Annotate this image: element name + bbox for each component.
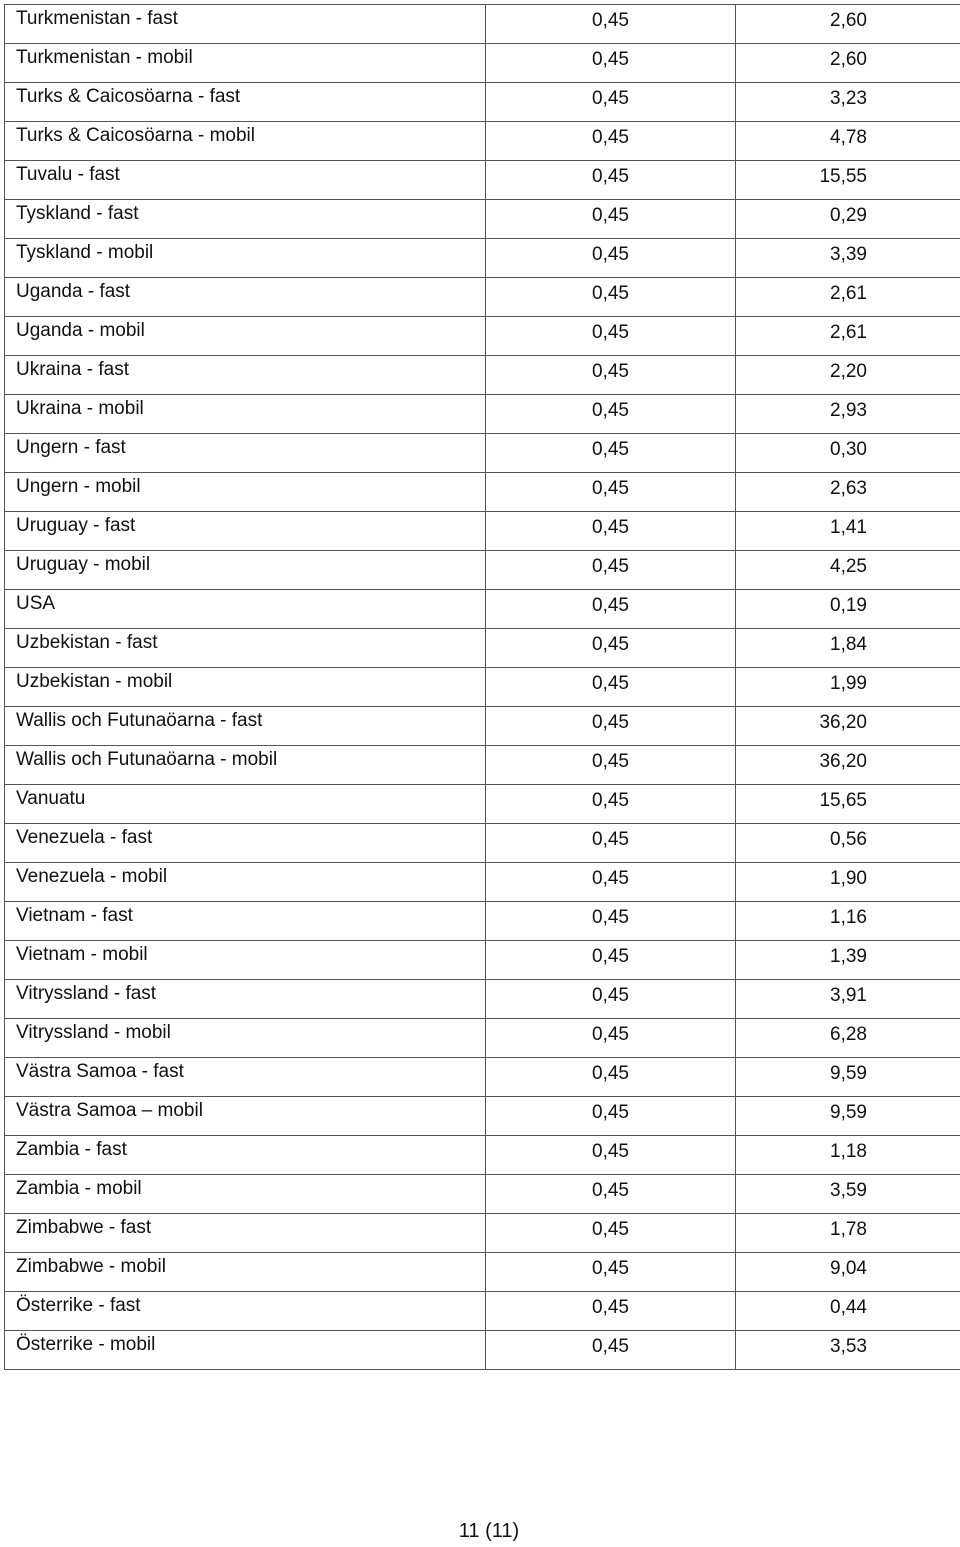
table-row (5, 1175, 960, 1214)
destination-cell: Uganda - mobil (5, 317, 486, 356)
rate-a-cell: 0,45 (486, 239, 736, 278)
rate-a-cell: 0,45 (486, 278, 736, 317)
destination-cell: Vanuatu (5, 785, 486, 824)
rate-b-cell: 2,20 (736, 356, 960, 395)
destination-cell: Tuvalu - fast (5, 161, 486, 200)
rates-table-body (5, 5, 960, 1370)
rate-b-cell: 36,20 (736, 707, 960, 746)
rate-b-cell: 0,56 (736, 824, 960, 863)
destination-cell: Venezuela - mobil (5, 863, 486, 902)
destination-cell: Zimbabwe - fast (5, 1214, 486, 1253)
rate-b-cell: 2,63 (736, 473, 960, 512)
rate-a-cell: 0,45 (486, 512, 736, 551)
table-row (5, 239, 960, 278)
destination-cell: USA (5, 590, 486, 629)
rate-b-cell: 36,20 (736, 746, 960, 785)
rate-b-cell: 0,19 (736, 590, 960, 629)
rate-a-cell: 0,45 (486, 395, 736, 434)
rate-a-cell: 0,45 (486, 707, 736, 746)
destination-cell: Ungern - mobil (5, 473, 486, 512)
destination-cell: Tyskland - fast (5, 200, 486, 239)
rate-b-cell: 3,23 (736, 83, 960, 122)
rate-a-cell: 0,45 (486, 629, 736, 668)
destination-cell: Zambia - mobil (5, 1175, 486, 1214)
destination-cell: Zambia - fast (5, 1136, 486, 1175)
rate-a-cell: 0,45 (486, 1019, 736, 1058)
rate-b-cell: 0,30 (736, 434, 960, 473)
table-row (5, 1058, 960, 1097)
table-row (5, 668, 960, 707)
destination-cell: Wallis och Futunaöarna - mobil (5, 746, 486, 785)
rate-b-cell: 0,29 (736, 200, 960, 239)
page-number: 11 (11) (458, 1520, 520, 1542)
destination-cell: Zimbabwe - mobil (5, 1253, 486, 1292)
rate-b-cell: 1,78 (736, 1214, 960, 1253)
rate-a-cell: 0,45 (486, 356, 736, 395)
rate-b-cell: 3,59 (736, 1175, 960, 1214)
table-row (5, 1292, 960, 1331)
table-row (5, 941, 960, 980)
destination-cell: Österrike - mobil (5, 1331, 486, 1370)
rate-a-cell: 0,45 (486, 317, 736, 356)
rate-a-cell: 0,45 (486, 200, 736, 239)
rate-a-cell: 0,45 (486, 551, 736, 590)
table-row (5, 1136, 960, 1175)
rate-b-cell: 1,90 (736, 863, 960, 902)
destination-cell: Vitryssland - fast (5, 980, 486, 1019)
rate-b-cell: 3,53 (736, 1331, 960, 1370)
destination-cell: Österrike - fast (5, 1292, 486, 1331)
rate-b-cell: 1,18 (736, 1136, 960, 1175)
destination-cell: Turks & Caicosöarna - mobil (5, 122, 486, 161)
rate-a-cell: 0,45 (486, 83, 736, 122)
rate-a-cell: 0,45 (486, 1292, 736, 1331)
rate-b-cell: 2,60 (736, 5, 960, 44)
destination-cell: Ukraina - mobil (5, 395, 486, 434)
table-row (5, 824, 960, 863)
destination-cell: Ukraina - fast (5, 356, 486, 395)
destination-cell: Vietnam - mobil (5, 941, 486, 980)
destination-cell: Ungern - fast (5, 434, 486, 473)
rate-a-cell: 0,45 (486, 473, 736, 512)
table-row (5, 161, 960, 200)
rate-b-cell: 0,44 (736, 1292, 960, 1331)
table-row (5, 83, 960, 122)
rate-a-cell: 0,45 (486, 1214, 736, 1253)
table-row (5, 200, 960, 239)
table-row (5, 1214, 960, 1253)
table-row (5, 1331, 960, 1370)
table-row (5, 278, 960, 317)
destination-cell: Tyskland - mobil (5, 239, 486, 278)
rate-b-cell: 2,61 (736, 278, 960, 317)
rate-b-cell: 3,91 (736, 980, 960, 1019)
rate-a-cell: 0,45 (486, 941, 736, 980)
table-row (5, 434, 960, 473)
rate-b-cell: 9,04 (736, 1253, 960, 1292)
table-row (5, 629, 960, 668)
rate-b-cell: 1,84 (736, 629, 960, 668)
rate-a-cell: 0,45 (486, 44, 736, 83)
destination-cell: Uruguay - mobil (5, 551, 486, 590)
rate-a-cell: 0,45 (486, 434, 736, 473)
rate-b-cell: 4,25 (736, 551, 960, 590)
destination-cell: Turks & Caicosöarna - fast (5, 83, 486, 122)
rate-a-cell: 0,45 (486, 863, 736, 902)
rate-a-cell: 0,45 (486, 590, 736, 629)
rate-b-cell: 3,39 (736, 239, 960, 278)
rate-a-cell: 0,45 (486, 1253, 736, 1292)
table-row (5, 122, 960, 161)
destination-cell: Wallis och Futunaöarna - fast (5, 707, 486, 746)
rate-b-cell: 9,59 (736, 1097, 960, 1136)
rate-b-cell: 2,60 (736, 44, 960, 83)
table-row (5, 44, 960, 83)
table-row (5, 902, 960, 941)
table-row (5, 356, 960, 395)
rate-a-cell: 0,45 (486, 5, 736, 44)
destination-cell: Västra Samoa – mobil (5, 1097, 486, 1136)
rate-a-cell: 0,45 (486, 902, 736, 941)
rate-b-cell: 9,59 (736, 1058, 960, 1097)
destination-cell: Vietnam - fast (5, 902, 486, 941)
destination-cell: Vitryssland - mobil (5, 1019, 486, 1058)
rate-b-cell: 1,99 (736, 668, 960, 707)
rate-b-cell: 1,41 (736, 512, 960, 551)
destination-cell: Uruguay - fast (5, 512, 486, 551)
rate-a-cell: 0,45 (486, 980, 736, 1019)
table-row (5, 395, 960, 434)
destination-cell: Västra Samoa - fast (5, 1058, 486, 1097)
rate-b-cell: 15,65 (736, 785, 960, 824)
rate-b-cell: 15,55 (736, 161, 960, 200)
rate-a-cell: 0,45 (486, 824, 736, 863)
rate-a-cell: 0,45 (486, 746, 736, 785)
rate-a-cell: 0,45 (486, 1331, 736, 1370)
rates-table (4, 4, 960, 1370)
table-row (5, 317, 960, 356)
table-row (5, 1097, 960, 1136)
table-row (5, 473, 960, 512)
table-row (5, 1019, 960, 1058)
rate-b-cell: 1,39 (736, 941, 960, 980)
rate-a-cell: 0,45 (486, 1058, 736, 1097)
destination-cell: Turkmenistan - mobil (5, 44, 486, 83)
table-row (5, 863, 960, 902)
rate-a-cell: 0,45 (486, 1175, 736, 1214)
rate-b-cell: 1,16 (736, 902, 960, 941)
table-row (5, 551, 960, 590)
rate-a-cell: 0,45 (486, 1136, 736, 1175)
rate-b-cell: 4,78 (736, 122, 960, 161)
destination-cell: Uganda - fast (5, 278, 486, 317)
rate-b-cell: 2,93 (736, 395, 960, 434)
rate-b-cell: 6,28 (736, 1019, 960, 1058)
rate-a-cell: 0,45 (486, 161, 736, 200)
destination-cell: Uzbekistan - fast (5, 629, 486, 668)
rate-a-cell: 0,45 (486, 785, 736, 824)
table-row (5, 512, 960, 551)
table-row (5, 1253, 960, 1292)
rate-b-cell: 2,61 (736, 317, 960, 356)
table-row (5, 746, 960, 785)
rate-a-cell: 0,45 (486, 122, 736, 161)
destination-cell: Uzbekistan - mobil (5, 668, 486, 707)
table-row (5, 707, 960, 746)
destination-cell: Turkmenistan - fast (5, 5, 486, 44)
table-row (5, 590, 960, 629)
rate-a-cell: 0,45 (486, 1097, 736, 1136)
table-row (5, 785, 960, 824)
table-row (5, 5, 960, 44)
table-row (5, 980, 960, 1019)
destination-cell: Venezuela - fast (5, 824, 486, 863)
rate-a-cell: 0,45 (486, 668, 736, 707)
